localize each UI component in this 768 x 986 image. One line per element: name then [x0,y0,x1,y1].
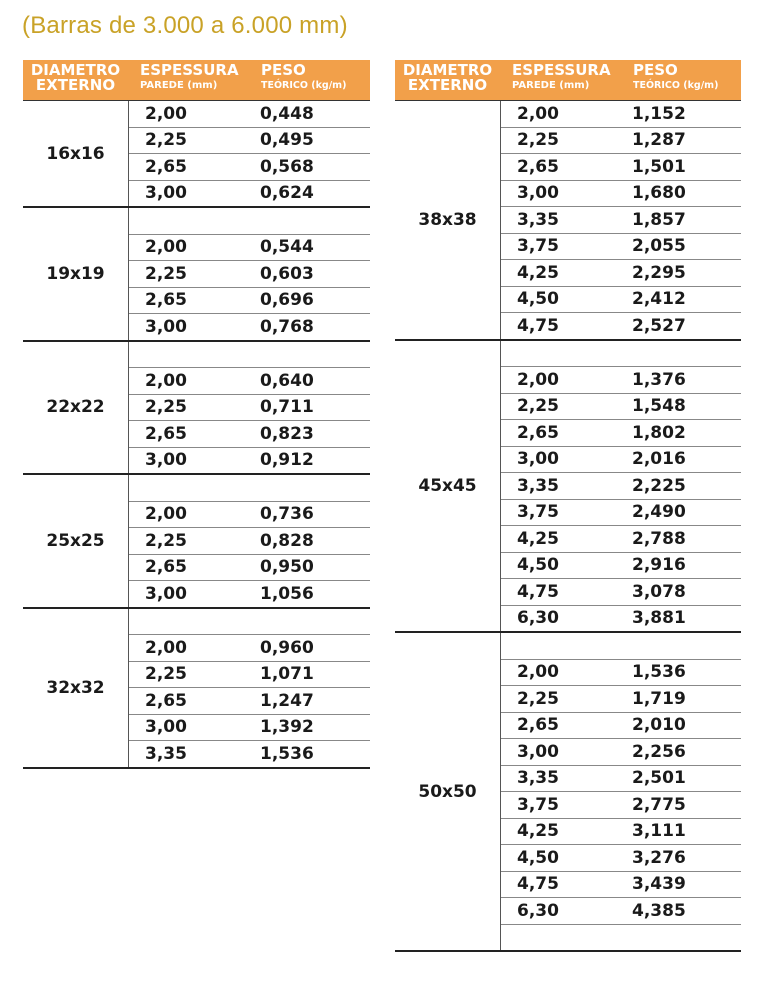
size-group [23,101,370,208]
diameter-label: 38x38 [418,209,477,230]
thickness-cell: 2,65 [145,690,187,711]
table-row [501,792,741,819]
weight-cell: 2,916 [632,555,686,576]
table-row [501,473,741,500]
weight-cell: 1,536 [632,662,686,683]
weight-cell: 1,152 [632,103,686,124]
header-peso: PESO TEÓRICO (kg/m) [261,61,347,91]
table-row [129,662,370,689]
weight-cell: 2,010 [632,715,686,736]
thickness-cell: 4,75 [517,581,559,602]
thickness-cell [501,637,617,655]
thickness-cell: 2,65 [145,156,187,177]
size-group [23,609,370,769]
thickness-cell: 2,25 [145,530,187,551]
thickness-cell: 3,75 [517,236,559,257]
thickness-cell: 3,00 [517,449,559,470]
weight-cell: 0,640 [260,370,314,391]
thickness-cell: 6,30 [517,900,559,921]
table-row [501,260,741,287]
thickness-cell: 3,00 [145,717,187,738]
table-body [395,100,741,952]
weight-cell: 1,680 [632,183,686,204]
thickness-cell: 2,65 [145,423,187,444]
weight-cell: 2,412 [632,289,686,310]
table-row [501,739,741,766]
weight-cell: 0,711 [260,397,314,418]
weight-cell [245,212,370,230]
diameter-label: 19x19 [46,263,105,284]
weight-cell: 0,823 [260,423,314,444]
table-row [129,502,370,529]
thickness-cell [129,212,245,230]
thickness-cell: 4,25 [517,528,559,549]
table-row [129,581,370,607]
weight-cell: 0,448 [260,103,314,124]
weight-cell: 3,111 [632,821,686,842]
thickness-cell: 3,00 [145,450,187,471]
thickness-cell: 2,00 [517,369,559,390]
diameter-label: 50x50 [418,781,477,802]
table-row [501,367,741,394]
thickness-cell: 4,75 [517,874,559,895]
table-row [129,261,370,288]
header-peso: PESO TEÓRICO (kg/m) [633,61,719,91]
table-row [129,368,370,395]
header-espessura: ESPESSURA PAREDE (mm) [140,61,239,91]
thickness-cell: 2,65 [145,290,187,311]
table-row [501,287,741,314]
weight-cell: 1,536 [260,743,314,764]
weight-cell: 1,287 [632,130,686,151]
weight-cell: 1,247 [260,690,314,711]
diameter-label: 45x45 [418,475,477,496]
table-row [501,553,741,580]
weight-cell: 0,495 [260,130,314,151]
table-row [501,101,741,128]
weight-cell [245,612,370,630]
thickness-cell: 2,00 [145,504,187,525]
weight-cell: 2,490 [632,502,686,523]
table-row [129,181,370,207]
weight-cell: 2,016 [632,449,686,470]
thickness-cell: 3,35 [517,475,559,496]
table-row [501,181,741,208]
thickness-cell: 3,35 [517,768,559,789]
thickness-cell: 3,00 [517,741,559,762]
thickness-cell: 2,25 [517,130,559,151]
thickness-cell [129,479,245,497]
table-row [129,609,370,636]
table-row [501,766,741,793]
size-group [23,342,370,476]
thickness-cell: 2,65 [145,557,187,578]
table-row [501,526,741,553]
thickness-cell: 2,25 [145,130,187,151]
thickness-cell: 2,00 [517,662,559,683]
weight-cell: 0,828 [260,530,314,551]
thickness-cell [501,344,617,362]
table-row [129,154,370,181]
weight-cell: 2,055 [632,236,686,257]
weight-cell: 1,056 [260,583,314,604]
thickness-cell: 4,50 [517,847,559,868]
thickness-cell: 6,30 [517,608,559,629]
weight-cell: 2,256 [632,741,686,762]
table-row [501,394,741,421]
table-row [501,819,741,846]
table-row [501,447,741,474]
thickness-cell: 2,65 [517,422,559,443]
weight-cell: 0,568 [260,156,314,177]
table-row [129,448,370,474]
weight-cell: 2,775 [632,794,686,815]
thickness-cell: 2,00 [145,370,187,391]
table-row [501,925,741,951]
table-row [129,101,370,128]
thickness-cell: 4,50 [517,289,559,310]
page-subtitle: (Barras de 3.000 a 6.000 mm) [22,12,348,39]
thickness-cell: 2,25 [145,397,187,418]
table-row [501,128,741,155]
table-row [501,234,741,261]
table-header [23,60,370,100]
weight-cell: 0,603 [260,263,314,284]
size-group [395,633,741,952]
table-row [129,715,370,742]
table-row [129,288,370,315]
thickness-cell: 2,65 [517,715,559,736]
table-row [129,635,370,662]
table-row [501,579,741,606]
table-row [129,528,370,555]
thickness-cell: 2,00 [145,237,187,258]
table-row [129,235,370,262]
weight-cell: 0,736 [260,504,314,525]
thickness-cell: 4,25 [517,821,559,842]
weight-cell: 3,078 [632,581,686,602]
thickness-cell: 2,25 [145,263,187,284]
weight-cell: 2,527 [632,315,686,336]
thickness-cell: 2,25 [517,688,559,709]
weight-cell: 1,548 [632,396,686,417]
table-row [501,606,741,632]
thickness-cell: 2,25 [145,664,187,685]
diameter-label: 16x16 [46,143,105,164]
table-row [501,898,741,925]
thickness-cell: 3,75 [517,794,559,815]
weight-cell: 1,719 [632,688,686,709]
table-row [501,686,741,713]
weight-cell [617,344,741,362]
table-row [129,395,370,422]
weight-cell: 2,295 [632,262,686,283]
table-row [129,421,370,448]
diameter-label: 22x22 [46,397,105,418]
table-row [501,154,741,181]
right-table [395,60,741,952]
thickness-cell: 2,65 [517,156,559,177]
thickness-cell: 2,00 [145,637,187,658]
size-group [395,341,741,634]
weight-cell: 0,544 [260,237,314,258]
table-row [501,500,741,527]
weight-cell: 2,225 [632,475,686,496]
weight-cell: 0,624 [260,183,314,204]
size-group [23,475,370,609]
weight-cell [617,928,741,946]
table-row [501,713,741,740]
weight-cell [245,345,370,363]
left-table [23,60,370,769]
weight-cell: 2,788 [632,528,686,549]
weight-cell: 3,439 [632,874,686,895]
table-row [129,688,370,715]
table-row [501,845,741,872]
table-row [129,475,370,502]
weight-cell: 0,696 [260,290,314,311]
size-group [395,101,741,341]
weight-cell: 0,768 [260,316,314,337]
table-row [129,555,370,582]
weight-cell [245,479,370,497]
table-row [501,633,741,660]
weight-cell: 0,950 [260,557,314,578]
table-row [129,741,370,767]
thickness-cell: 2,00 [145,103,187,124]
thickness-cell: 4,25 [517,262,559,283]
table-row [129,208,370,235]
thickness-cell: 3,00 [517,183,559,204]
weight-cell [617,637,741,655]
thickness-cell: 3,35 [145,743,187,764]
thickness-cell: 3,75 [517,502,559,523]
weight-cell: 1,071 [260,664,314,685]
weight-cell: 0,912 [260,450,314,471]
thickness-cell [501,928,617,946]
thickness-cell: 3,00 [145,183,187,204]
weight-cell: 4,385 [632,900,686,921]
table-header [395,60,741,100]
thickness-cell [129,345,245,363]
size-group [23,208,370,342]
table-row [129,342,370,369]
table-row [501,341,741,368]
weight-cell: 1,857 [632,209,686,230]
weight-cell: 1,501 [632,156,686,177]
weight-cell: 1,376 [632,369,686,390]
header-diametro: DIAMETRO EXTERNO [30,61,121,94]
weight-cell: 1,802 [632,422,686,443]
weight-cell: 0,960 [260,637,314,658]
table-row [501,660,741,687]
table-row [129,314,370,340]
thickness-cell: 2,25 [517,396,559,417]
table-row [501,207,741,234]
thickness-cell: 3,00 [145,316,187,337]
thickness-cell: 4,75 [517,315,559,336]
header-espessura: ESPESSURA PAREDE (mm) [512,61,611,91]
thickness-cell: 2,00 [517,103,559,124]
header-diametro: DIAMETRO EXTERNO [402,61,493,94]
weight-cell: 1,392 [260,717,314,738]
weight-cell: 3,881 [632,608,686,629]
table-body [23,100,370,769]
thickness-cell [129,612,245,630]
thickness-cell: 3,35 [517,209,559,230]
diameter-label: 32x32 [46,677,105,698]
table-row [501,872,741,899]
table-row [501,313,741,339]
weight-cell: 3,276 [632,847,686,868]
table-row [129,128,370,155]
table-row [501,420,741,447]
weight-cell: 2,501 [632,768,686,789]
thickness-cell: 4,50 [517,555,559,576]
thickness-cell: 3,00 [145,583,187,604]
diameter-label: 25x25 [46,530,105,551]
